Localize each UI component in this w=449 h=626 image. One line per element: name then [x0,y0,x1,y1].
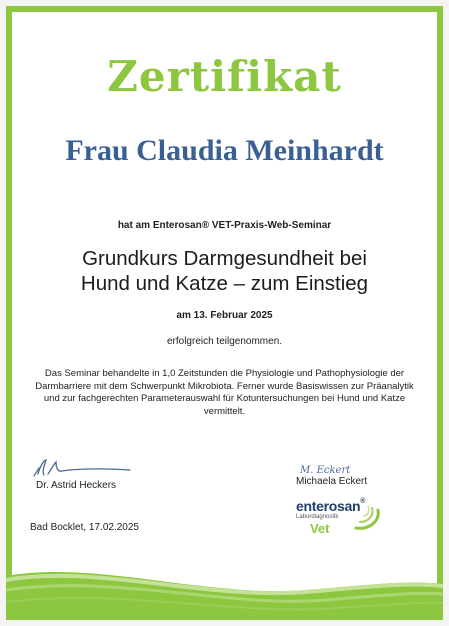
border-top [6,6,443,12]
signature-right-handwriting: M. Eckert [300,465,351,476]
description-line-1: Das Seminar behandelte in 1,0 Zeitstunden die Physiologie und Pathophysiologie der [44,368,405,379]
course-title-line-1: Grundkurs Darmgesundheit bei [82,247,367,270]
logo-subtitle: Labordiagnostik [296,514,339,520]
logo-swirl-icon [350,500,384,534]
signature-name-right: Michaela Eckert [296,476,368,487]
seminar-description [28,368,421,418]
place-and-date: Bad Bocklet, 17.02.2025 [30,522,139,533]
enterosan-vet-logo [288,494,398,540]
bottom-wave-icon [6,550,443,620]
recipient-name: Frau Claudia Meinhardt [65,134,384,167]
logo-brand: enterosan® [296,498,366,514]
certificate-title: Zertifikat [107,52,342,101]
course-title [26,246,423,296]
success-text: erfolgreich teilgenommen. [166,336,283,347]
signature-right-icon [296,461,376,477]
description-line-2: Darmbarriere mit dem Schwerpunkt Mikrobiota. Ferner wurde Basiswissen zur Präanalytik [35,380,414,392]
description-line-4: vermittelt. [203,405,246,417]
signature-left-icon [30,456,140,480]
course-title-line-2: Hund und Katze – zum Einstieg [80,272,369,295]
intro-text: hat am Enterosan® VET-Praxis-Web-Seminar [117,220,332,231]
description-line-3: und zur fachgerechten Parameterauswahl für Kotuntersuchungen bei Hund und Katze [43,393,406,404]
signature-name-left: Dr. Astrid Heckers [36,480,117,491]
logo-product: Vet [310,521,330,536]
certificate-page [6,6,443,620]
seminar-date: am 13. Februar 2025 [176,310,273,321]
